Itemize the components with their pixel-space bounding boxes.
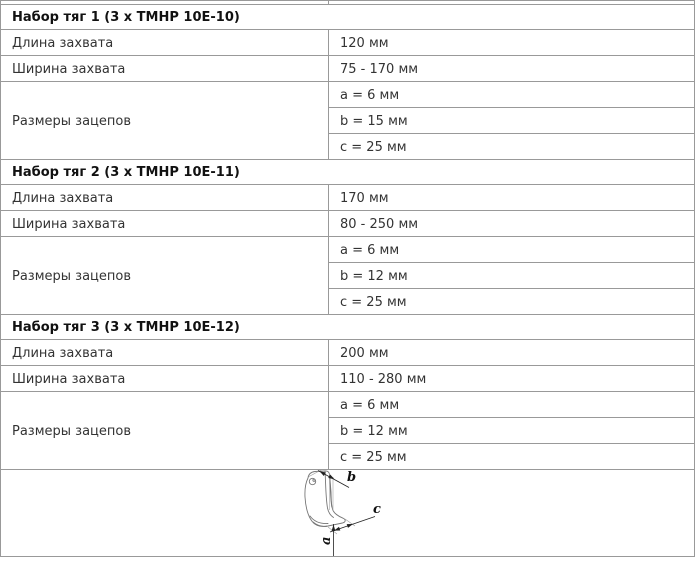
section-3-title: Набор тяг 3 (3 x TMHP 10E-12): [1, 315, 695, 340]
diagram-row: [1, 470, 695, 557]
grip-length-value: 170 мм: [329, 185, 695, 211]
hook-size-c-value: c = 25 мм: [329, 134, 695, 160]
hook-sizes-label: Размеры зацепов: [1, 392, 329, 470]
grip-length-label: Длина захвата: [1, 185, 329, 211]
hook-hole-inner: [312, 479, 314, 481]
grip-length-label: Длина захвата: [1, 340, 329, 366]
grip-width-value: 80 - 250 мм: [329, 211, 695, 237]
table-row: [1, 392, 695, 418]
grip-width-label: Ширина захвата: [1, 366, 329, 392]
grip-length-label: Длина захвата: [1, 30, 329, 56]
grip-width-value: 75 - 170 мм: [329, 56, 695, 82]
diagram-wrapper: [1, 470, 694, 556]
table-row: [1, 237, 695, 263]
table-row: [1, 56, 695, 82]
hook-size-b-value: b = 15 мм: [329, 108, 695, 134]
hook-size-c-value: c = 25 мм: [329, 289, 695, 315]
hook-size-b-value: b = 12 мм: [329, 418, 695, 444]
grip-length-value: 120 мм: [329, 30, 695, 56]
table-row: [1, 30, 695, 56]
section-2-header-row: [1, 160, 695, 185]
table-row: [1, 82, 695, 108]
dimension-label-c: c: [372, 502, 381, 517]
section-3-header-row: [1, 315, 695, 340]
section-1-header-row: [1, 5, 695, 30]
dimension-label-a: a: [318, 536, 334, 545]
hook-size-a-value: a = 6 мм: [329, 237, 695, 263]
hook-dimensions-diagram: [289, 470, 407, 557]
hook-size-a-value: a = 6 мм: [329, 82, 695, 108]
dimension-b: [318, 471, 349, 488]
table-row: [1, 366, 695, 392]
grip-width-value: 110 - 280 мм: [329, 366, 695, 392]
dimension-label-b: b: [346, 470, 356, 485]
section-2-title: Набор тяг 2 (3 x TMHP 10E-11): [1, 160, 695, 185]
hook-size-a-value: a = 6 мм: [329, 392, 695, 418]
section-1-title: Набор тяг 1 (3 x TMHP 10E-10): [1, 5, 695, 30]
table-row: [1, 185, 695, 211]
grip-width-label: Ширина захвата: [1, 211, 329, 237]
hook-size-b-value: b = 12 мм: [329, 263, 695, 289]
hook-shape: [304, 471, 344, 526]
grip-width-label: Ширина захвата: [1, 56, 329, 82]
hook-sizes-label: Размеры зацепов: [1, 237, 329, 315]
hook-size-c-value: c = 25 мм: [329, 444, 695, 470]
diagram-cell: [1, 470, 695, 557]
table-row: [1, 211, 695, 237]
hook-sizes-label: Размеры зацепов: [1, 82, 329, 160]
grip-length-value: 200 мм: [329, 340, 695, 366]
table-row: [1, 340, 695, 366]
